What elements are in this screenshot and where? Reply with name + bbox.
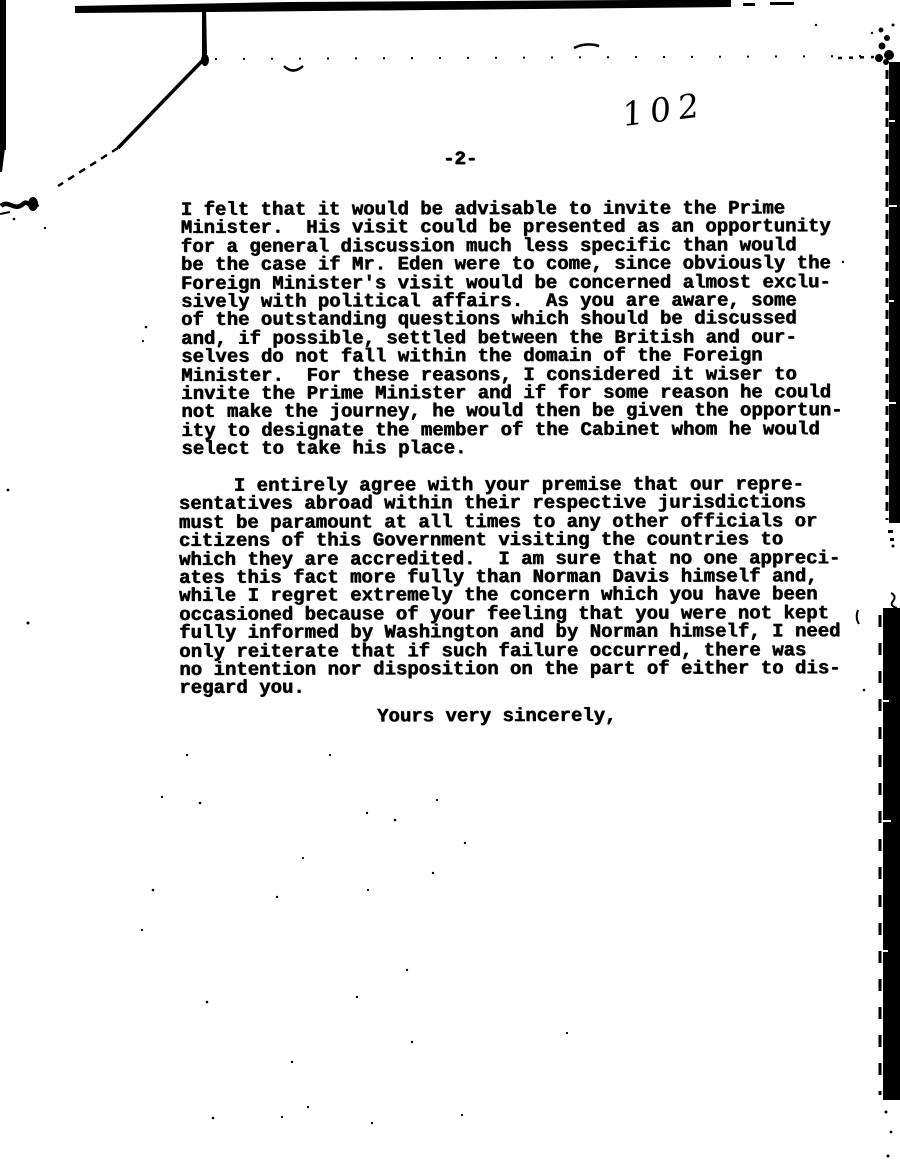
scan-artifact-arc-mark: [284, 66, 303, 71]
scan-artifact-scribble-mark: [0, 197, 38, 220]
scan-artifact-right-edge-bar-upper: [887, 62, 900, 523]
scan-artifact-crease-line: [58, 60, 203, 186]
scan-artifact-right-edge-bar-lower: [857, 608, 900, 1100]
letter-paragraph-1: I felt that it would be advisable to invite the Prime Minister. His visit could be presented as an opportunity for a general discussion much less specific than would be the case if Mr. Eden were to come, since obviously the Foreign Minister's visit would be concerned almost exclu- sively with political affairs. As you are aware, some of the outstanding questions which should be discussed and, if possible, settled between the British and our- selves do not fall within the domain of the Foreign Minister. For these reasons, I considered it wiser to invite the Prime Minister and if for some reason he could not make the journey, he would then be given the opportun- ity to designate the member of the Cabinet whom he would select to take his place.: [180, 197, 843, 461]
scan-artifact-dash-mark: [574, 44, 599, 48]
letter-closing-line: Yours very sincerely,: [376, 704, 617, 728]
scan-artifact-top-edge-bar: [75, 0, 794, 13]
scan-artifact-left-edge-bar: [0, 0, 6, 172]
typed-page-number: -2-: [442, 147, 478, 171]
scan-artifact-top-tick: [201, 6, 209, 66]
handwritten-page-number: 102: [621, 84, 707, 135]
letter-paragraph-2: I entirely agree with your premise that our repre- sentatives abroad within their respective jurisdictions must be paramount at all times to any other officials or citizens of this Government visiting the countries to which they are accredited. I am sure that no one appreci- ates this fact more fully than Norman Davis himself and, while I regret extremely the concern which you have been occasioned because of your feeling that you were not kept fully informed by Washington and by Norman himself, I need only reiterate that if such failure occurred, there was no intention nor disposition on the part of either to dis- regard you.: [178, 473, 841, 700]
scan-artifact-right-margin-marks: [888, 530, 897, 608]
scan-artifact-dotted-fold-line: [215, 56, 875, 59]
scan-artifact-ink-splotch: [871, 24, 895, 66]
